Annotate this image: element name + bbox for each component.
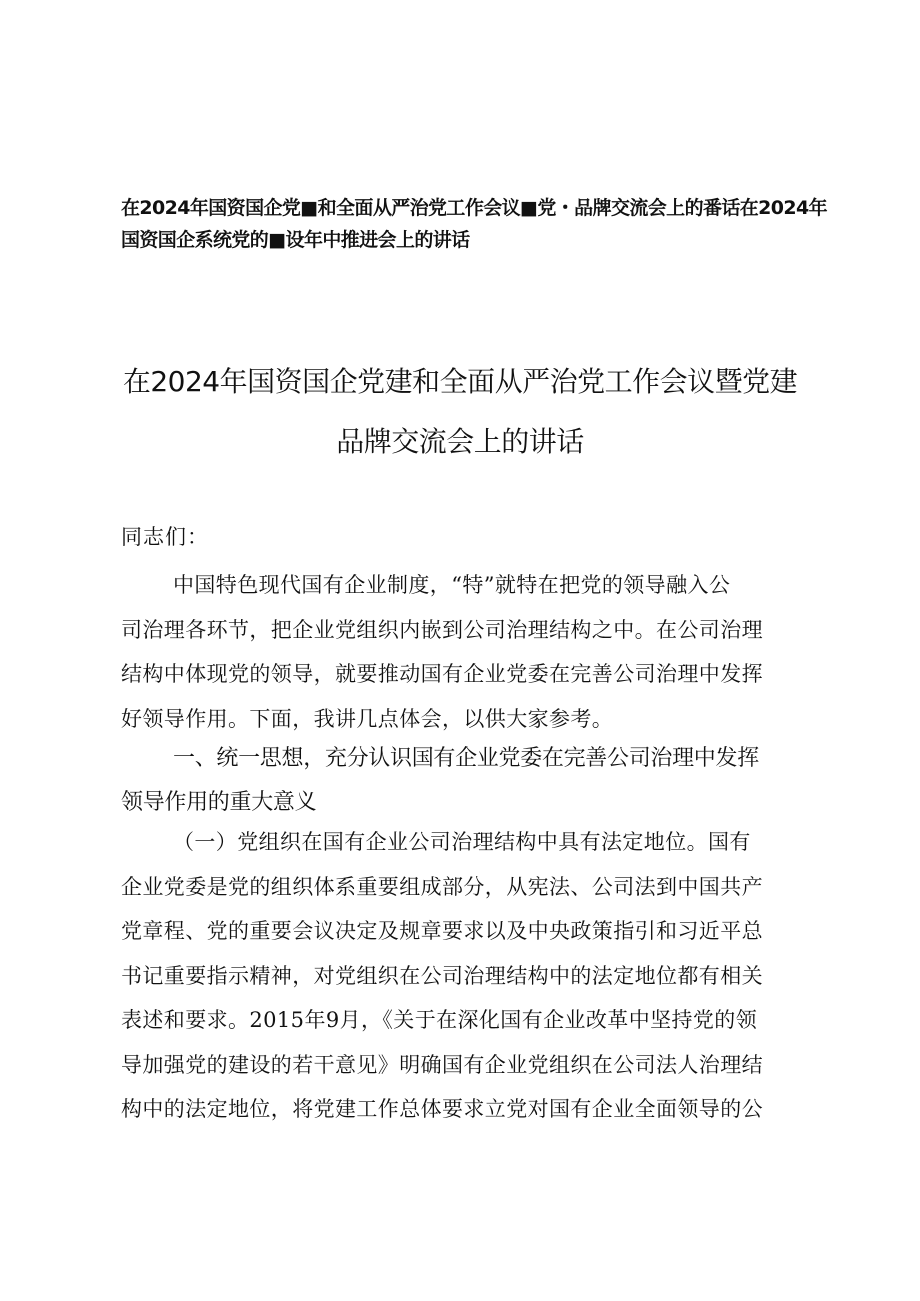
- paragraph-line: 书记重要指示精神，对党组织在公司治理结构中的法定地位都有相关: [121, 963, 763, 988]
- paragraph-line: （一）党组织在国有企业公司治理结构中具有法定地位。国有: [173, 830, 751, 854]
- paragraph-intro: [121, 563, 811, 741]
- header-line-2: 国资国企系统党的■设年中推进会上的讲话: [121, 229, 470, 251]
- title-line-2: 品牌交流会上的讲话: [336, 425, 584, 458]
- section-heading-line: 领导作用的重大意义: [121, 790, 317, 815]
- document-title: [60, 352, 860, 472]
- paragraph-line: 企业党委是党的组织体系重要组成部分，从宪法、公司法到中国共产: [121, 874, 763, 899]
- paragraph-line: 司治理各环节，把企业党组织内嵌到公司治理结构之中。在公司治理: [121, 617, 763, 642]
- paragraph-line: 好领导作用。下面，我讲几点体会，以供大家参考。: [121, 706, 614, 731]
- title-line-1: 在2024年国资国企党建和全面从严治党工作会议暨党建: [122, 365, 798, 398]
- section-heading-1: [121, 737, 811, 825]
- section-heading-line: 一、统一思想，充分认识国有企业党委在完善公司治理中发挥: [173, 746, 759, 771]
- paragraph-line: 表述和要求。2015年9月，《关于在深化国有企业改革中坚持党的领: [121, 1008, 758, 1032]
- paragraph-line: 构中的法定地位，将党建工作总体要求立党对国有企业全面领导的公: [121, 1097, 763, 1121]
- header-line-1: 在2024年国资国企党■和全面从严治党工作会议■党・品牌交流会上的番话在2024年: [121, 197, 828, 219]
- paragraph-line: 结构中体现党的领导，就要推动国有企业党委在完善公司治理中发挥: [121, 662, 763, 686]
- salutation: 同志们：: [121, 525, 209, 549]
- paragraph-line: 中国特色现代国有企业制度，“特”就特在把党的领导融入公: [173, 573, 731, 597]
- paragraph-section-1-1: [121, 820, 811, 1132]
- paragraph-line: 党章程、党的重要会议决定及规章要求以及中央政策指引和习近平总: [121, 919, 763, 943]
- document-header: [121, 192, 828, 256]
- paragraph-line: 导加强党的建设的若干意见》明确国有企业党组织在公司法人治理结: [121, 1052, 763, 1077]
